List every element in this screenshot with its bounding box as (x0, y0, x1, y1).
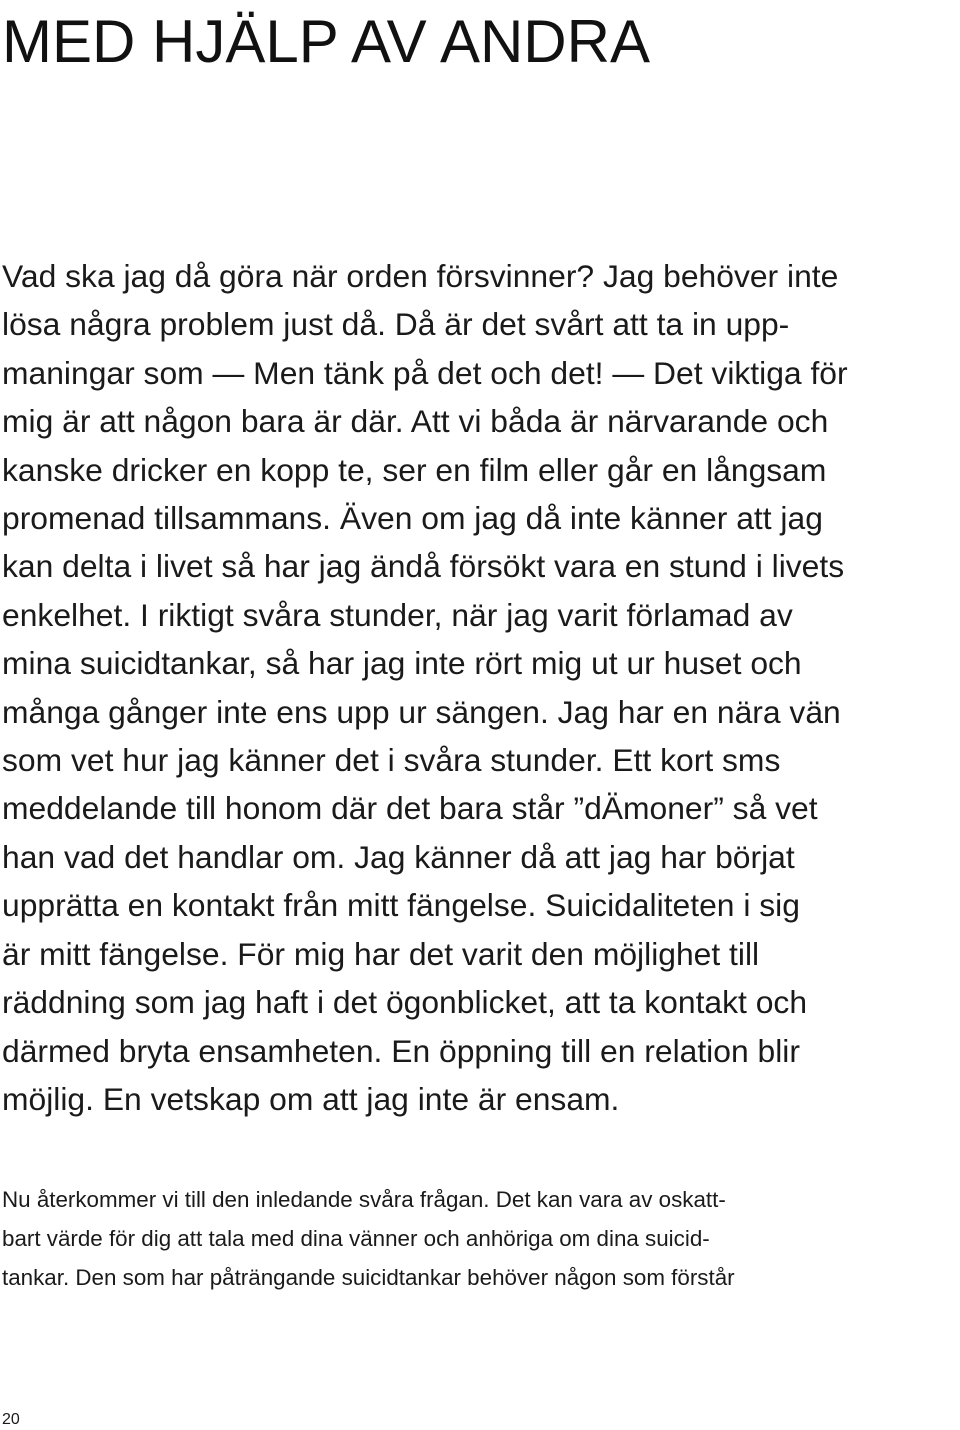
paragraph-line: han vad det handlar om. Jag känner då att jag har börjat (2, 838, 795, 875)
paragraph-line: mina suicidtankar, så har jag inte rört mig ut ur huset och (2, 645, 802, 682)
paragraph-line: promenad tillsammans. Även om jag då inte känner att jag (2, 500, 823, 537)
paragraph-line: kan delta i livet så har jag ändå försökt vara en stund i livets (2, 548, 845, 585)
paragraph-line: därmed bryta ensamheten. En öppning till en relation blir (2, 1032, 800, 1069)
main-paragraph (2, 252, 960, 1123)
paragraph-line: som vet hur jag känner det i svåra stunder. Ett kort sms (2, 742, 781, 779)
secondary-paragraph-line: Nu återkommer vi till den inledande svåra frågan. Det kan vara av oskatt- (2, 1187, 726, 1212)
paragraph-line: möjlig. En vetskap om att jag inte är ensam. (2, 1080, 620, 1117)
secondary-paragraph-line: bart värde för dig att tala med dina vänner och anhöriga om dina suicid- (2, 1226, 710, 1251)
paragraph-line: upprätta en kontakt från mitt fängelse. Suicidaliteten i sig (2, 887, 800, 924)
page-title: MED HJÄLP AV ANDRA (2, 8, 650, 75)
paragraph-line: är mitt fängelse. För mig har det varit den möjlighet till (2, 935, 760, 972)
paragraph-line: maningar som — Men tänk på det och det! — Det viktiga för (2, 354, 848, 391)
paragraph-line: kanske dricker en kopp te, ser en film eller går en långsam (2, 451, 827, 488)
paragraph-line: lösa några problem just då. Då är det svårt att ta in upp- (2, 306, 790, 343)
paragraph-line: enkelhet. I riktigt svåra stunder, när jag varit förlamad av (2, 596, 793, 633)
paragraph-line: många gånger inte ens upp ur sängen. Jag har en nära vän (2, 693, 841, 730)
paragraph-line: mig är att någon bara är där. Att vi båda är närvarande och (2, 403, 829, 440)
secondary-paragraph-line: tankar. Den som har påträngande suicidtankar behöver någon som förstår (2, 1265, 735, 1290)
paragraph-line: meddelande till honom där det bara står ”dÄmoner” så vet (2, 790, 818, 827)
secondary-paragraph (2, 1180, 960, 1297)
paragraph-line: räddning som jag haft i det ögonblicket, att ta kontakt och (2, 984, 808, 1021)
page-number: 20 (2, 1411, 20, 1428)
paragraph-line: Vad ska jag då göra när orden försvinner? Jag behöver inte (2, 258, 839, 294)
